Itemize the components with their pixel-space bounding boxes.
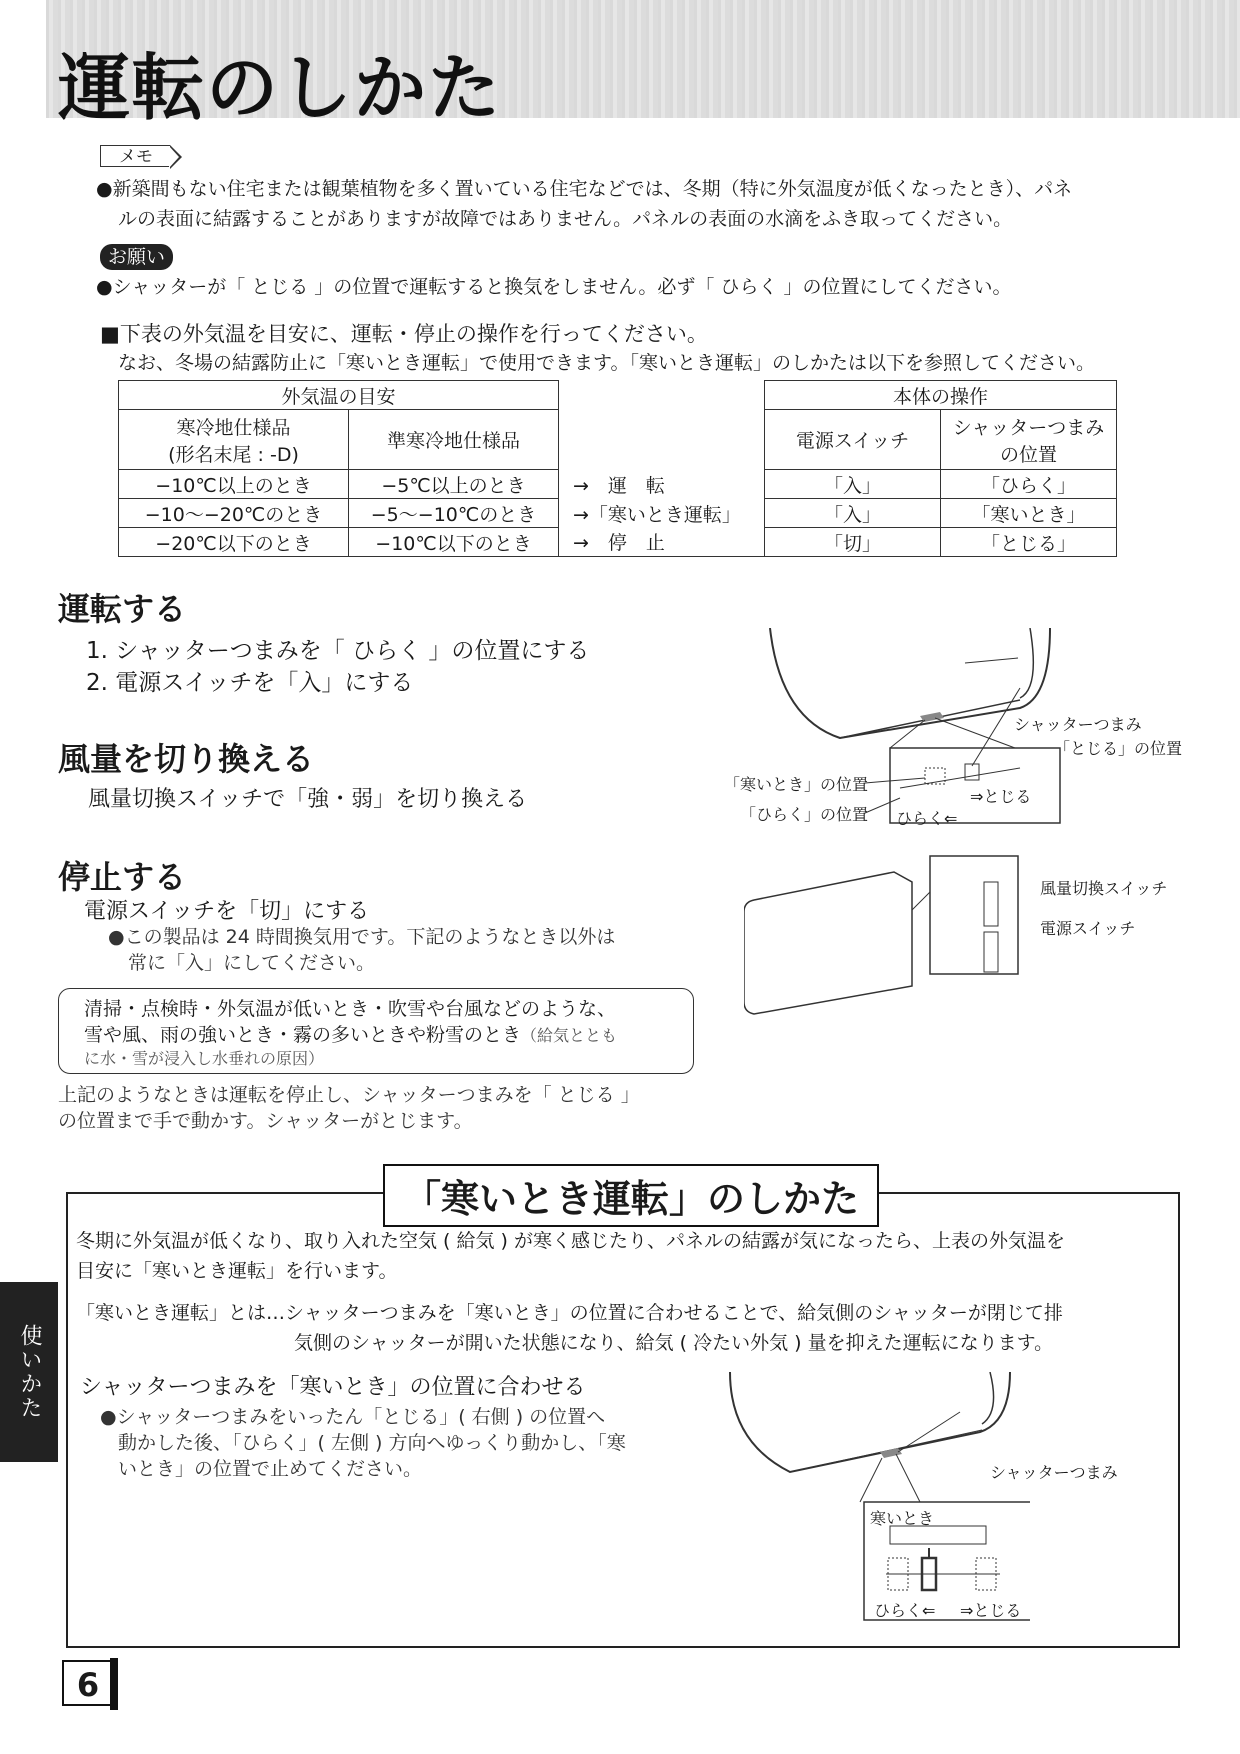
request-tag: お願い [100,244,173,270]
stop-note-line1: ●この製品は 24 時間換気用です。下記のようなとき以外は [108,926,616,948]
table-row: −10〜−20℃のとき −5〜−10℃のとき →「寒いとき運転」 「入」 「寒いとき」 [119,499,1117,528]
cold-run-def-line2: 気側のシャッターが開いた状態になり、給気 ( 冷たい外気 ) 量を抑えた運転になります。 [294,1332,1054,1354]
memo-line2: ルの表面に結露することがありますが故障ではありません。パネルの表面の水滴をふき取ってください。 [118,208,1013,230]
table-group-right: 本体の操作 [765,381,1117,410]
cold-run-diagram-open: ひらく⇐ [874,1601,936,1620]
cold-run-diagram-knob: シャッターつまみ [990,1463,1118,1482]
table-intro-heading: ■下表の外気温を目安に、運転・停止の操作を行ってください。 [100,322,708,346]
stop-box-line1: 清掃・点検時・外気温が低いとき・吹雪や台風などのような、 [84,998,617,1020]
diagram1-closed-pos: 「とじる」の位置 [1054,739,1183,758]
memo-tag: メモ [100,145,170,167]
cold-run-sub: シャッターつまみを「寒いとき」の位置に合わせる [80,1375,586,1400]
stop-heading: 停止する [58,858,187,896]
diagram2-airflow-switch: 風量切換スイッチ [1040,879,1168,898]
stop-box-line3: に水・雪が浸入し水垂れの原因） [84,1049,325,1068]
table-row: −20℃以下のとき −10℃以下のとき → 停 止 「切」 「とじる」 [119,528,1117,557]
stop-after-line1: 上記のようなときは運転を停止し、シャッターつまみを「 とじる 」 [58,1084,640,1106]
cold-run-title: 「寒いとき運転」のしかた [383,1164,879,1227]
diagram1-cold-pos: 「寒いとき」の位置 [724,775,869,794]
table-header-switch: 電源スイッチ [765,410,941,470]
stop-note-line2: 常に「入」にしてください。 [128,952,376,974]
guide-table [118,380,1117,557]
cold-run-bullet-line1: ●シャッターつまみをいったん「とじる」( 右側 ) の位置へ [100,1406,606,1428]
cold-run-para-line1: 冬期に外気温が低くなり、取り入れた空気 ( 給気 ) が寒く感じたり、パネルの結露が気になったら、上表の外気温を [76,1230,1065,1252]
diagram2-power-switch: 電源スイッチ [1040,919,1136,938]
run-heading: 運転する [58,590,187,628]
diagram1-close-arrow: ⇒とじる [970,787,1032,806]
cold-run-para-line2: 目安に「寒いとき運転」を行います。 [76,1260,398,1282]
page-number: 6 [62,1660,114,1706]
table-intro-note: なお、冬場の結露防止に「寒いとき運転」で使用できます。「寒いとき運転」のしかたは以下を参照してください。 [118,352,1095,374]
memo-line1: ●新築間もない住宅または観葉植物を多く置いている住宅などでは、冬期（特に外気温度が低くなったとき）、パネ [96,178,1073,200]
stop-sub: 電源スイッチを「切」にする [84,899,370,924]
table-row: −10℃以上のとき −5℃以上のとき → 運 転 「入」 「ひらく」 [119,470,1117,499]
page-number-bar [110,1658,118,1710]
unit-diagram [744,852,1024,1022]
table-header-cold: 寒冷地仕様品 (形名末尾 : -D) [119,410,349,470]
diagram1-open-arrow: ひらく⇐ [896,809,958,828]
cold-run-bullet-line2: 動かした後、「ひらく」( 左側 ) 方向へゆっくり動かし、「寒 [118,1432,626,1454]
diagram1-open-pos: 「ひらく」の位置 [740,805,869,824]
stop-after-line2: の位置まで手で動かす。シャッターがとじます。 [58,1110,473,1132]
airflow-text: 風量切換スイッチで「強・弱」を切り換える [88,787,528,812]
stop-box-line2: 雪や風、雨の強いとき・霧の多いときや粉雪のとき（給気ととも [84,1024,618,1046]
page-title: 運転のしかた [58,46,503,130]
run-step-2: 2. 電源スイッチを「入」にする [86,670,414,696]
table-group-left: 外気温の目安 [119,381,559,410]
cold-run-bullet-line3: いとき」の位置で止めてください。 [118,1458,423,1480]
cold-run-diagram-close: ⇒とじる [960,1601,1022,1620]
diagram1-shutter-knob: シャッターつまみ [1014,715,1142,734]
cold-position-diagram [720,1372,1030,1632]
run-step-1: 1. シャッターつまみを「 ひらく 」の位置にする [86,638,590,664]
table-header-shutter: シャッターつまみ の位置 [941,410,1117,470]
cold-run-diagram-cold: 寒いとき [870,1509,935,1528]
side-tab-usage: 使いかた [0,1282,58,1462]
table-header-semi: 準寒冷地仕様品 [349,410,559,470]
cold-run-def-line1: 「寒いとき運転」とは…シャッターつまみを「寒いとき」の位置に合わせることで、給気側のシャッターが閉じて排 [76,1302,1063,1324]
request-text: ●シャッターが「 とじる 」の位置で運転すると換気をしません。必ず「 ひらく 」の位置にしてください。 [96,276,1012,298]
airflow-heading: 風量を切り換える [58,740,315,778]
